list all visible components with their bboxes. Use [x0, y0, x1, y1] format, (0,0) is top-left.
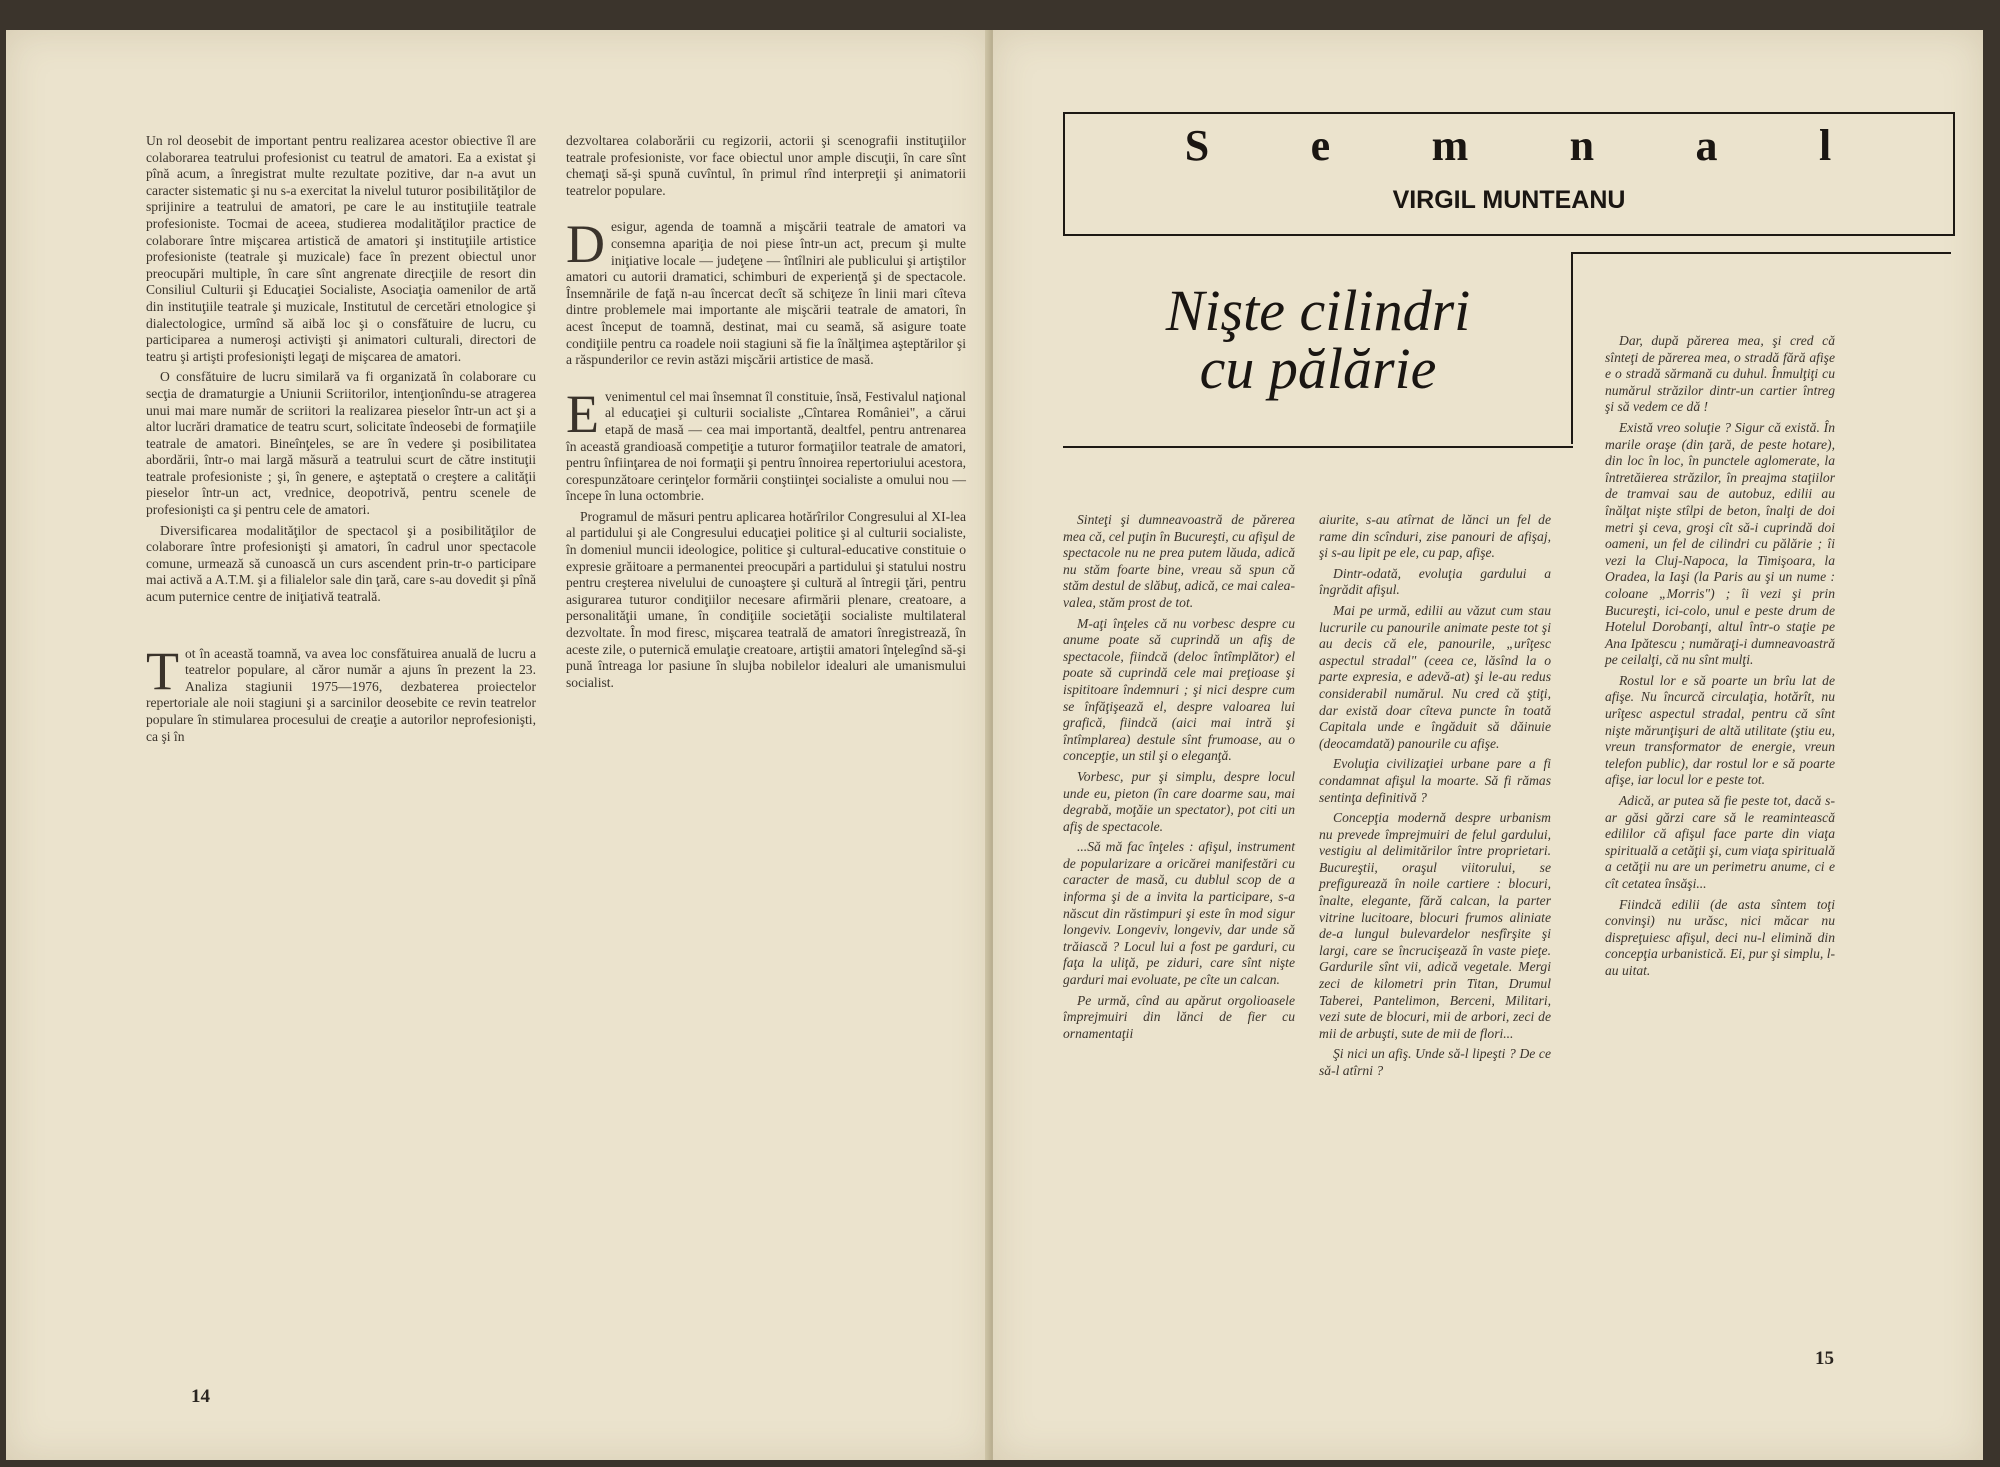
paragraph: Evoluţia civilizaţiei urbane pare a fi condamnat afişul la moarte. Să fi rămas sentinţa definitivă ?: [1319, 756, 1551, 805]
frame-line: [1571, 252, 1573, 444]
paragraph: dezvoltarea colaborării cu regizorii, actorii şi scenografii instituţiilor teatrale profesioniste, vor face obiectul unor ample discuţii, în care sînt chemaţi să-şi spună cuvîntul, în primul rînd interpreţii şi animatorii teatrelor populare.: [566, 133, 966, 198]
paragraph: Vorbesc, pur şi simplu, despre locul unde eu, pieton (în care doarme sau, mai degrabă, moţăie un spectator), pot citi un afiş de spectacole.: [1063, 768, 1295, 834]
article-title-line-2: cu pălărie: [1199, 336, 1437, 401]
right-column-3: [1605, 333, 1835, 984]
rubric-letter: a: [1695, 121, 1720, 170]
paragraph: aiurite, s-au atîrnat de lănci un fel de rame din scînduri, zise panouri de afişaj, şi s-au lipit pe ele, cu pap, afişe.: [1319, 512, 1551, 561]
right-page: [993, 30, 1983, 1460]
rubric-box: [1063, 112, 1955, 236]
rubric-letter: e: [1310, 121, 1333, 170]
paragraph: M-aţi înţeles că nu vorbesc despre cu anume poate să cuprindă un afiş de spectacole, fiindcă (deloc întîmplător) el poate să cuprindă cele mai preţioase şi ispititoare îndemnuri ; şi nici despre cum se înfăţişează el, despre valoarea lui grafică, fiindcă (aici mai intră şi întîmplarea) destule sînt frumoase, au o concepţie, un stil şi o eleganţă.: [1063, 615, 1295, 764]
paragraph: Fiindcă edilii (de asta sîntem toţi convinşi) nu urăsc, nici măcar nu dispreţuiesc afişul, deci nu-l elimină din concepţia urbanistică. Ei, pur şi simplu, l-au uitat.: [1605, 896, 1835, 978]
paragraph: Concepţia modernă despre urbanism nu prevede împrejmuiri de felul gardului, vestigiu al delimitărilor între proprietari. Bucureştii, oraşul viitorului, se prefigurează în noile cartiere : blocuri, înalte, elegante, fără calcan, la parter vitrine lucitoare, blocuri frumos aliniate de-a lungul bulevardelor nesfîrşite şi largi, care se încrucişează în vaste pieţe. Gardurile sînt vii, adică vegetale. Mergi zeci de kilometri prin Titan, Drumul Taberei, Pantelimon, Berceni, Militari, vezi sute de blocuri, mii de arbori, zeci de mii de arbuşti, sute de mii de flori...: [1319, 810, 1551, 1041]
paragraph: ...Să mă fac înţeles : afişul, instrument de popularizare a oricărei manifestări cu caracter de masă, cu dublul scop de a informa şi de a invita la participare, s-a născut din răstimpuri şi este în mod sigur longeviv. Longeviv, longeviv, dar unde să trăiască ? Locul lui a fost pe garduri, cu faţa la uliţă, pe ziduri, care sînt nişte garduri mai evoluate, pe cîte un calcan.: [1063, 839, 1295, 988]
paragraph: Evenimentul cel mai însemnat îl constituie, însă, Festivalul naţional al educaţiei şi culturii socialiste „Cîntarea României", a cărui etapă de masă — cea mai importantă, dealtfel, pentru antrenarea în această grandioasă competiţie a tuturor formaţiilor teatrale de amatori, pentru înfiinţarea de noi formaţii şi pentru înnoirea repertoriului acestora, corespunzătoare cerinţelor formării conştiinţei socialiste a omului nou — începe în luna octombrie.: [566, 383, 966, 504]
article-author: VIRGIL MUNTEANU: [1392, 186, 1626, 214]
article-title-line-1: Nişte cilindri: [1165, 278, 1471, 343]
right-column-2: [1319, 512, 1551, 1084]
paragraph: Rostul lor e să poarte un brîu lat de afişe. Nu încurcă circulaţia, hotărît, nu urîţesc aspectul stradal, pentru că sînt nişte mărunţişuri de altă utilitate (ştiu eu, vreun transformator de energie, vreun telefon public), dar rostul lor e să poarte afişe, iar locul lor e peste tot.: [1605, 672, 1835, 788]
right-column-1: [1063, 512, 1295, 1046]
frame-line: [1063, 446, 1573, 448]
paragraph: Dintr-odată, evoluţia gardului a îngrădit afişul.: [1319, 565, 1551, 598]
paragraph: O consfătuire de lucru similară va fi organizată în colaborare cu secţia de dramaturgie a Uniunii Scriitorilor, intenţionîndu-se atragerea unui mai mare număr de scriitori la realizarea pieselor într-un act şi a altor lucrări dramatice de teatru scurt, solicitate îndeosebi de formaţiile teatrale de amatori. Bineînţeles, se are în vedere şi posibilitatea abordării, într-o mai largă măsură a teatrului scurt de către instituţii teatrale profesioniste ; şi, în genere, e aşteptată o creştere a calităţii pieselor într-un act, vrednice, deopotrivă, pentru scenele de profesionişti ca şi pentru cele de amatori.: [146, 369, 536, 518]
page-number: 15: [1815, 1348, 1834, 1369]
paragraph: Tot în această toamnă, va avea loc consfătuirea anuală de lucru a teatrelor populare, al căror număr a ajuns în prezent la 23. Analiza stagiunii 1975—1976, dezbaterea proiectelor repertoriale ale noii stagiuni şi a sarcinilor deosebite ce revin teatrelor populare în stimularea procesului de creaţie a autorilor neprofesionişti, ca şi în: [146, 640, 536, 744]
rubric-letter: S: [1184, 121, 1212, 170]
rubric-title: [1065, 120, 1953, 171]
paragraph: Pe urmă, cînd au apărut orgolioasele împrejmuiri din lănci de fier cu ornamentaţii: [1063, 992, 1295, 1041]
paragraph: Diversificarea modalităţilor de spectacol şi a posibilităţilor de colaborare între profesionişti şi amatori, în cadrul unor spectacole comune, urmează să cunoască un curs ascendent prin-tr-o participare mai activă a A.T.M. şi a filialelor sale din ţară, care s-au dovedit şi pînă acum puternice centre de iniţiativă teatrală.: [146, 522, 536, 605]
paragraph: Şi nici un afiş. Unde să-l lipeşti ? De ce să-l atîrni ?: [1319, 1046, 1551, 1078]
paragraph: Desigur, agenda de toamnă a mişcării teatrale de amatori va consemna apariţia de noi piese într-un act, precum şi multe iniţiative locale — judeţene — întîlniri ale publicului şi artiştilor amatori cu autorii dramatici, schimburi de experienţă şi de spectacole. Însemnările de faţă n-au încercat decît să schiţeze în linii mari cîteva dintre problemele mai importante ale mişcării teatrale de amatori, în acest început de toamnă, destinat, mai cu seamă, să asigure toate condiţiile pentru ca roadele noii stagiuni să fie la înălţimea aşteptărilor şi a răspunderilor ce revin astăzi mişcării artistice de masă.: [566, 214, 966, 368]
left-page: [6, 30, 991, 1460]
paragraph: Mai pe urmă, edilii au văzut cum stau lucrurile cu panourile animate peste tot şi au decis că ele, panourile, „urîţesc aspectul stradal" (ceea ce, lăsînd la o parte expresia, e adevă-at) şi le-au redus considerabil numărul. Nu cred că ştiţi, dar există doar cîteva puncte în toată Capitala unde e îngăduit să dăinuie (deocamdată) panourile cu afişe.: [1319, 602, 1551, 751]
paragraph: Programul de măsuri pentru aplicarea hotărîrilor Congresului al XI-lea al partidului şi ale Congresului educaţiei politice şi al culturii socialiste, în domeniul muncii ideologice, politice şi cultural-educative constituie o expresie grăitoare a permanentei preocupări a partidului şi statului nostru pentru creşterea nivelului de cunoaştere şi cultură al întregii ţări, pentru asigurarea tuturor condiţiilor necesare afirmării plenare, creatoare, a personalităţii umane, în condiţiile societăţii socialiste multilateral dezvoltate. În mod firesc, mişcarea teatrală de amatori înregistrează, în aceste zile, o puternică emulaţie creatoare, artiştii amatori înţelegînd să-şi pună întreaga lor pasiune în slujba nobilelor idealuri ale umanismului socialist.: [566, 508, 966, 690]
frame-line: [1571, 252, 1951, 254]
paragraph: Dar, după părerea mea, şi cred că sînteţi de părerea mea, o stradă fără afişe e o stradă sărmană cu duhul. Înmulţiţi cu numărul străzilor dintr-un cartier întreg şi să vedem ce dă !: [1605, 333, 1835, 415]
paragraph: Adică, ar putea să fie peste tot, dacă s-ar găsi gărzi care să le reamintească edililor că afişul face parte din viaţa spirituală a cetăţii şi, cum viaţa spirituală a cetăţii nu are un perimetru anume, ci e cît cetatea însăşi...: [1605, 793, 1835, 891]
left-column-2: [566, 133, 966, 695]
rubric-letter: n: [1569, 121, 1597, 170]
paragraph: Există vreo soluţie ? Sigur că există. În marile oraşe (din ţară, de peste hotare), din loc în loc, în punctele aglomerate, la întretăierea străzilor, în preajma staţiilor de tramvai sau de autobuz, edilii au înălţat nişte stîlpi de beton, înalţi de doi metri şi ceva, groşi cît să-i cuprindă doi oameni, un fel de cilindri cu pălărie ; îi vezi la Cluj-Napoca, la Timişoara, la Oradea, la Iaşi (la Paris au şi un nume : coloane „Morris") ; îi vezi şi prin Bucureşti, ici-colo, unul e peste drum de Hotelul Dorobanţi, altul într-o staţie pe Ana Ipătescu ; număraţi-i dumneavoastră pe ceilalţi, că nu sînt mulţi.: [1605, 419, 1835, 668]
page-number: 14: [191, 1386, 210, 1407]
left-column-1: [146, 133, 536, 749]
rubric-letter: m: [1431, 121, 1471, 170]
paragraph: Un rol deosebit de important pentru realizarea acestor obiective îl are colaborarea teatrului profesionist cu teatrul de amatori. Ea a existat şi pînă acum, a înregistrat multe rezultate pozitive, dar n-a avut un caracter sistematic şi nu s-a exercitat la nivelul tuturor posibilităţilor de sprijinire a teatrului de amatori, pe care le au instituţiile teatrale profesioniste. Tocmai de aceea, studierea modalităţilor practice de colaborare între mişcarea artistică de amatori şi instituţiile artistice profesioniste (teatrale şi muzicale) face în prezent obiectul unor preocupări multiple, în care sînt angrenate direcţiile de resort din Consiliul Culturii şi Educaţiei Socialiste, Asociaţia oamenilor de artă din instituţiile teatrale şi muzicale, Institutul de cercetări etnologice şi dialectologice, urmînd să aibă loc şi o consfătuire de lucru, cu participarea a numeroşi activişti şi animatori culturali, directori de teatru şi artişti profesionişti legaţi de mişcarea de amatori.: [146, 133, 536, 364]
paragraph: Sinteţi şi dumneavoastră de părerea mea că, cel puţin în Bucureşti, cu afişul de spectacole nu ne prea putem lăuda, adică nu stăm foarte bine, vreau să spun că stăm destul de slăbuţ, adică, ce mai calea-valea, stăm prost de tot.: [1063, 512, 1295, 610]
rubric-letter: l: [1818, 121, 1834, 170]
